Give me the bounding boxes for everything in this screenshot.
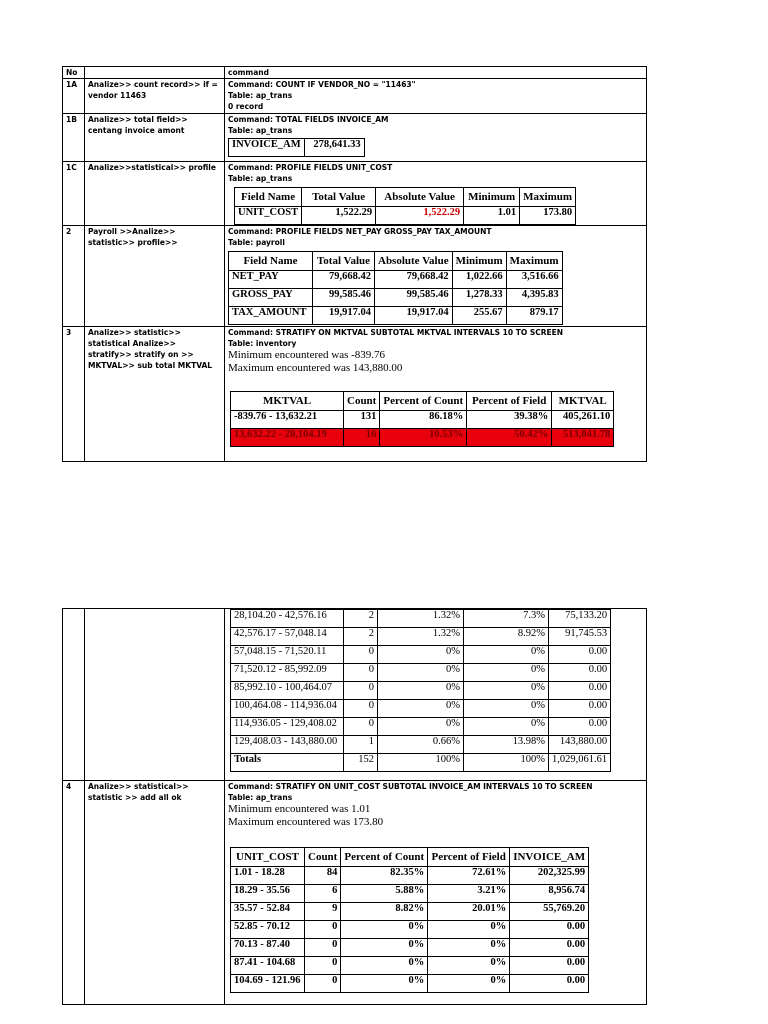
header-command: command [225, 67, 647, 79]
cell: 0.00 [510, 957, 589, 975]
cell: 1,522.29 [302, 207, 376, 225]
row-no: 1A [63, 79, 85, 114]
table-row [231, 411, 614, 429]
command-text: Command: STRATIFY ON UNIT_COST SUBTOTAL INVOICE_AM INTERVALS 10 TO SCREEN [228, 782, 593, 791]
cell: 0% [341, 939, 428, 957]
cell: 85,992.10 - 100,464.07 [231, 682, 344, 700]
cell: 0% [378, 700, 464, 718]
row-action: Analize>> count record>> if = vendor 11463 [85, 79, 225, 114]
cell: 99,585.46 [375, 289, 453, 307]
cell: GROSS_PAY [229, 289, 313, 307]
cell: 28,104.20 - 42,576.16 [231, 610, 344, 628]
cell: 143,880.00 [549, 736, 611, 754]
row-command-cell [225, 327, 647, 462]
cell: 0% [464, 700, 549, 718]
cell: 0.00 [549, 682, 611, 700]
cell: 8.82% [341, 903, 428, 921]
cell: 1.01 [464, 207, 520, 225]
col-header: INVOICE_AM [510, 848, 589, 867]
cell: 0.66% [378, 736, 464, 754]
command-text: Command: PROFILE FIELDS NET_PAY GROSS_PAY TAX_AMOUNT [228, 227, 492, 236]
row-action: Analize>>statistical>> profile [85, 162, 225, 226]
totals-row [231, 754, 611, 772]
cell: 0 [344, 700, 378, 718]
row-command-cell [225, 609, 647, 781]
row-no: 2 [63, 226, 85, 327]
cell: 79,668.42 [375, 271, 453, 289]
cell: 173.80 [520, 207, 576, 225]
cell: 52.85 - 70.12 [231, 921, 305, 939]
cell: 100% [464, 754, 549, 772]
cell: 6 [305, 885, 341, 903]
cell: 0 [305, 957, 341, 975]
cell: -839.76 - 13,632.21 [231, 411, 344, 429]
row-command-cell [225, 226, 647, 327]
table-name: Table: ap_trans [228, 91, 293, 100]
cell: 86.18% [380, 411, 467, 429]
table-row [231, 903, 589, 921]
cell: UNIT_COST [235, 207, 302, 225]
cell: 8.92% [464, 628, 549, 646]
cell: 255.67 [452, 307, 506, 325]
stratify-unit-cost-table [230, 847, 589, 993]
cell: 0 [344, 718, 378, 736]
command-text: Command: STRATIFY ON MKTVAL SUBTOTAL MKTVAL INTERVALS 10 TO SCREEN [228, 328, 564, 337]
cell: 0.00 [510, 939, 589, 957]
cell: 152 [344, 754, 378, 772]
table-row [231, 628, 611, 646]
cell: 13,632.22 - 28,104.19 [231, 429, 344, 447]
bottom-table [62, 608, 647, 1005]
col-header: MKTVAL [552, 392, 614, 411]
cell: 1 [344, 736, 378, 754]
total-table [228, 138, 365, 157]
cell: 20.01% [428, 903, 510, 921]
cell: 0% [341, 975, 428, 993]
col-header: Percent of Field [467, 392, 552, 411]
cell: 104.69 - 121.96 [231, 975, 305, 993]
total-field-name: INVOICE_AM [229, 139, 305, 157]
cell: 57,048.15 - 71,520.11 [231, 646, 344, 664]
header-no: No [63, 67, 85, 79]
cell: 8,956.74 [510, 885, 589, 903]
col-header: Minimum [464, 188, 520, 207]
cell: 0 [305, 975, 341, 993]
cell: 0 [344, 682, 378, 700]
cell: 131 [344, 411, 380, 429]
cell: 87.41 - 104.68 [231, 957, 305, 975]
cell: 0.00 [549, 646, 611, 664]
row-action: Analize>> total field>> centang invoice amont [85, 114, 225, 162]
max-line: Maximum encountered was 143,880.00 [228, 362, 403, 374]
cell: 0.00 [549, 664, 611, 682]
cell: 0% [464, 646, 549, 664]
col-header: Maximum [506, 252, 562, 271]
cell: 0% [428, 957, 510, 975]
row-no: 3 [63, 327, 85, 462]
cell: 99,585.46 [313, 289, 375, 307]
table-row [231, 975, 589, 993]
table-row [231, 736, 611, 754]
row-command-cell [225, 79, 647, 114]
top-table [62, 66, 647, 462]
cell: 0% [378, 646, 464, 664]
table-row [231, 700, 611, 718]
table-row [229, 307, 563, 325]
cell: 0% [378, 664, 464, 682]
row-action-empty [85, 609, 225, 781]
cell: 71,520.12 - 85,992.09 [231, 664, 344, 682]
row-no: 1B [63, 114, 85, 162]
cell: 0.00 [549, 718, 611, 736]
cell: NET_PAY [229, 271, 313, 289]
stratify-table [230, 391, 614, 447]
cell: 0% [428, 939, 510, 957]
payroll-profile-table [228, 251, 563, 325]
table-row [231, 646, 611, 664]
cell: 18.29 - 35.56 [231, 885, 305, 903]
cell: 72.61% [428, 867, 510, 885]
cell: 84 [305, 867, 341, 885]
cell: 0% [464, 718, 549, 736]
cell: 879.17 [506, 307, 562, 325]
cell: 16 [344, 429, 380, 447]
cell: 0 [344, 646, 378, 664]
cell: 0% [464, 682, 549, 700]
command-text: Command: COUNT IF VENDOR_NO = "11463" [228, 80, 416, 89]
col-header: Count [305, 848, 341, 867]
col-header: Percent of Count [341, 848, 428, 867]
cell: 0 [305, 939, 341, 957]
table-row [231, 885, 589, 903]
cell: 75,133.20 [549, 610, 611, 628]
cell: 0.00 [549, 700, 611, 718]
cell: 13.98% [464, 736, 549, 754]
cell: 1.32% [378, 628, 464, 646]
cell: 1,278.33 [452, 289, 506, 307]
cell: 79,668.42 [313, 271, 375, 289]
col-header: Absolute Value [375, 252, 453, 271]
col-header: Percent of Field [428, 848, 510, 867]
row-no-empty [63, 609, 85, 781]
cell: 82.35% [341, 867, 428, 885]
cell: 202,325.99 [510, 867, 589, 885]
cell: 42,576.17 - 57,048.14 [231, 628, 344, 646]
row-no: 1C [63, 162, 85, 226]
col-header: Total Value [313, 252, 375, 271]
table-row [235, 207, 576, 225]
cell: 0 [344, 664, 378, 682]
col-header: Percent of Count [380, 392, 467, 411]
table-row [231, 718, 611, 736]
cell: 1,022.66 [452, 271, 506, 289]
cell: 1,029,061.61 [549, 754, 611, 772]
cell: 19,917.04 [313, 307, 375, 325]
cell: 0% [428, 921, 510, 939]
table-row [231, 867, 589, 885]
cell: 0.00 [510, 975, 589, 993]
cell: 0.00 [510, 921, 589, 939]
min-line: Minimum encountered was 1.01 [228, 803, 371, 815]
cell: 405,261.10 [552, 411, 614, 429]
cell: 50.42% [467, 429, 552, 447]
cell: 0% [341, 957, 428, 975]
col-header: Maximum [520, 188, 576, 207]
cell: 55,769.20 [510, 903, 589, 921]
table-name: Table: ap_trans [228, 126, 293, 135]
cell: 129,408.03 - 143,880.00 [231, 736, 344, 754]
total-field-value: 278,641.33 [304, 139, 364, 157]
table-name: Table: ap_trans [228, 174, 293, 183]
row-action: Analize>> statistic>> statistical Analize>> stratify>> stratify on >> MKTVAL>> sub total MKTVAL [85, 327, 225, 462]
row-no: 4 [63, 781, 85, 1005]
col-header: Count [344, 392, 380, 411]
cell: Totals [231, 754, 344, 772]
cell: 1,522.29 [376, 207, 464, 225]
table-name: Table: inventory [228, 339, 297, 348]
result-text: 0 record [228, 102, 264, 111]
cell: 100% [378, 754, 464, 772]
cell: 3.21% [428, 885, 510, 903]
cell: 39.38% [467, 411, 552, 429]
row-command-cell [225, 781, 647, 1005]
cell: 1.01 - 18.28 [231, 867, 305, 885]
cell: 2 [344, 628, 378, 646]
col-header: MKTVAL [231, 392, 344, 411]
table-row [231, 921, 589, 939]
cell: 0 [305, 921, 341, 939]
cell: 70.13 - 87.40 [231, 939, 305, 957]
col-header: Field Name [229, 252, 313, 271]
cell: 0% [378, 682, 464, 700]
cell: 35.57 - 52.84 [231, 903, 305, 921]
cell: 4,395.83 [506, 289, 562, 307]
col-header: Minimum [452, 252, 506, 271]
col-header: UNIT_COST [231, 848, 305, 867]
row-action: Analize>> statistical>> statistic >> add all ok [85, 781, 225, 1005]
cell: 0% [378, 718, 464, 736]
cell: 114,936.05 - 129,408.02 [231, 718, 344, 736]
cell: 7.3% [464, 610, 549, 628]
cell: TAX_AMOUNT [229, 307, 313, 325]
profile-table [234, 187, 576, 225]
table-row-highlighted [231, 429, 614, 447]
stratify-table-continued [230, 609, 611, 772]
command-text: Command: PROFILE FIELDS UNIT_COST [228, 163, 393, 172]
cell: 5.88% [341, 885, 428, 903]
col-header: Total Value [302, 188, 376, 207]
cell: 0% [428, 975, 510, 993]
row-action: Payroll >>Analize>> statistic>> profile>> [85, 226, 225, 327]
min-line: Minimum encountered was -839.76 [228, 349, 386, 361]
command-text: Command: TOTAL FIELDS INVOICE_AM [228, 115, 389, 124]
cell: 3,516.66 [506, 271, 562, 289]
table-row [229, 289, 563, 307]
row-command-cell [225, 114, 647, 162]
table-row [231, 664, 611, 682]
cell: 1.32% [378, 610, 464, 628]
cell: 100,464.08 - 114,936.04 [231, 700, 344, 718]
cell: 10.53% [380, 429, 467, 447]
table-name: Table: ap_trans [228, 793, 293, 802]
table-row [229, 271, 563, 289]
header-action [85, 67, 225, 79]
cell: 0% [341, 921, 428, 939]
table-row [231, 610, 611, 628]
table-name: Table: payroll [228, 238, 285, 247]
col-header: Field Name [235, 188, 302, 207]
cell: 19,917.04 [375, 307, 453, 325]
cell: 91,745.53 [549, 628, 611, 646]
cell: 9 [305, 903, 341, 921]
table-row [231, 939, 589, 957]
max-line: Maximum encountered was 173.80 [228, 816, 384, 828]
cell: 513,041.78 [552, 429, 614, 447]
cell: 0% [464, 664, 549, 682]
table-row [231, 957, 589, 975]
col-header: Absolute Value [376, 188, 464, 207]
row-command-cell [225, 162, 647, 226]
cell: 2 [344, 610, 378, 628]
table-row [231, 682, 611, 700]
